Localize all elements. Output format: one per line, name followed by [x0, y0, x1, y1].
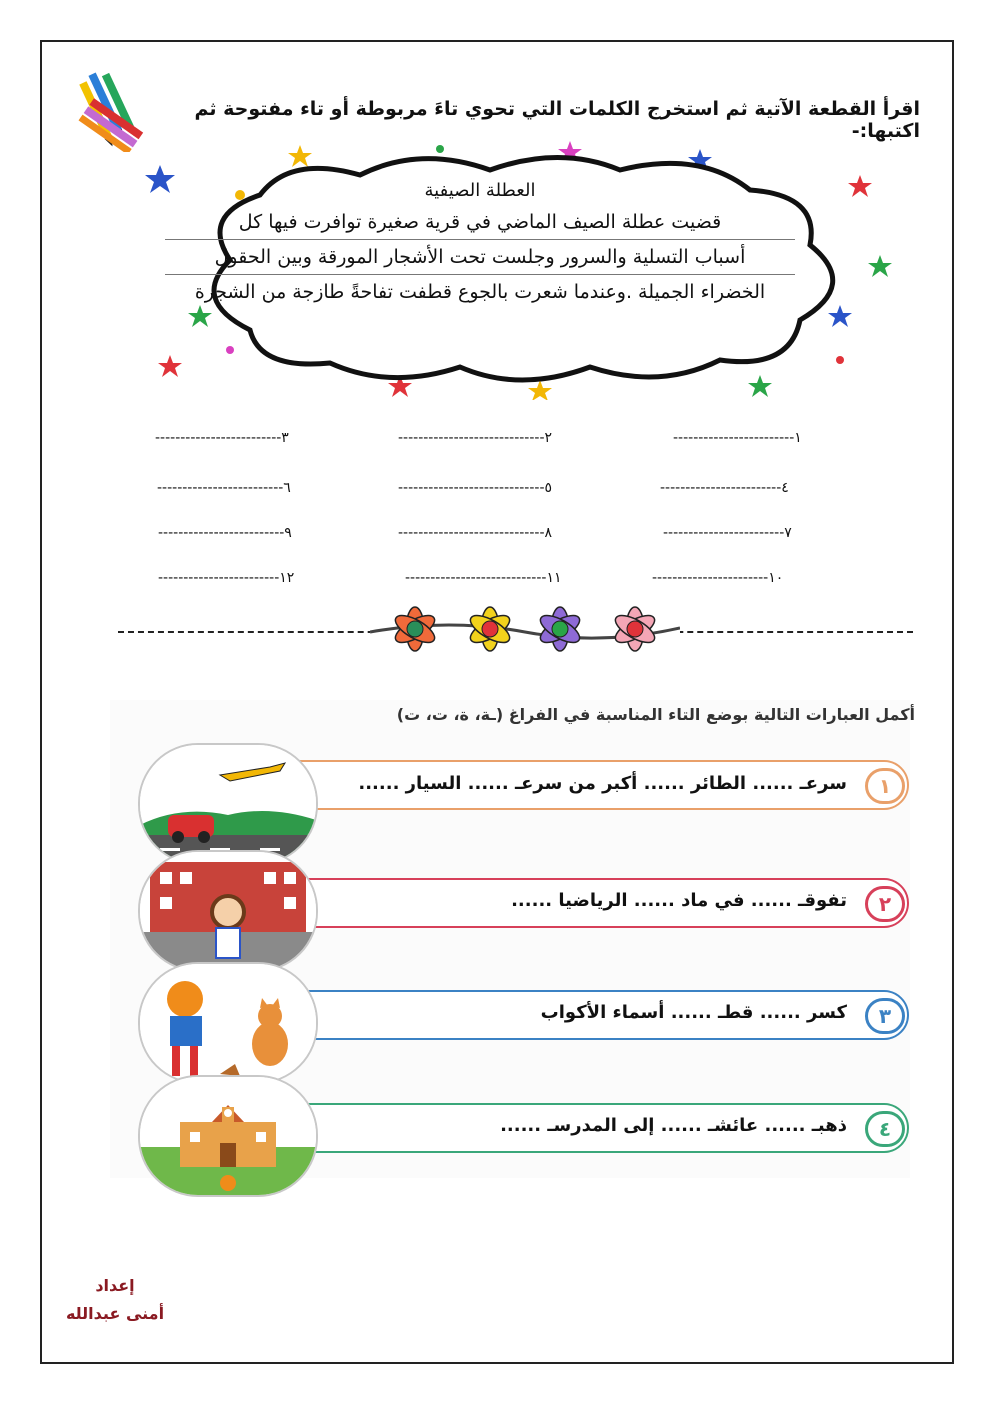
- answer-blank-4[interactable]: ٤------------------------: [660, 480, 789, 496]
- answer-blank-7[interactable]: ٧------------------------: [663, 525, 792, 541]
- cat-girl-picture: [138, 962, 318, 1084]
- item-number-4: ٤: [865, 1111, 905, 1147]
- answer-blank-9[interactable]: ٩-------------------------: [158, 525, 292, 541]
- story-line: الخضراء الجميلة .وعندما شعرت بالجوع قطفت تفاحةً طازجة من الشجرة: [194, 281, 766, 303]
- answer-blank-12[interactable]: ١٢------------------------: [158, 570, 295, 586]
- answer-blank-1[interactable]: ١------------------------: [673, 430, 802, 446]
- author-name: أمنى عبدالله: [65, 1304, 165, 1323]
- school-building-picture: [138, 1075, 318, 1197]
- exercise-sentence-4[interactable]: ذهبـ ...... عائشـ ...... إلى المدرسـ ......: [500, 1115, 847, 1136]
- answer-blank-3[interactable]: ٣-------------------------: [155, 430, 289, 446]
- item-number-3: ٣: [865, 998, 905, 1034]
- story-line: قضيت عطلة الصيف الماضي في قرية صغيرة توافرت فيها كل: [165, 205, 795, 240]
- exercise-sentence-2[interactable]: تفوقـ ...... في ماد ...... الرياضيا ......: [511, 890, 847, 911]
- answer-blank-6[interactable]: ٦-------------------------: [157, 480, 291, 496]
- flowers-icon: [370, 598, 680, 660]
- answer-blank-11[interactable]: ١١----------------------------: [405, 570, 562, 586]
- answer-blank-2[interactable]: ٢-----------------------------: [398, 430, 553, 446]
- story-title: العطلة الصيفية: [424, 180, 536, 201]
- story-text: [165, 180, 795, 309]
- author-credit: [55, 1272, 175, 1328]
- story-line: أسباب التسلية والسرور وجلست تحت الأشجار المورقة وبين الحقول: [165, 240, 795, 275]
- exercise-title: أكمل العبارات التالية بوضع التاء المناسبة في الفراغ (ـة، ة، ت، ت): [396, 705, 915, 724]
- author-label: إعداد: [95, 1276, 135, 1295]
- school-girl-picture: [138, 850, 318, 972]
- item-number-2: ٢: [865, 886, 905, 922]
- instruction-text: اقرأ القطعة الآتية ثم استخرج الكلمات التي تحوي تاءَ مربوطة أو تاء مفتوحة ثم اكتبها:-: [194, 98, 920, 142]
- exercise-sentence-1[interactable]: سرعـ ...... الطائر ...... أكبر من سرعـ ...... السيار ......: [358, 773, 847, 794]
- exercise-sentence-3[interactable]: كسر ...... قطـ ...... أسماء الأكواب: [540, 1002, 847, 1023]
- answer-blank-10[interactable]: ١٠-----------------------: [652, 570, 784, 586]
- car-plane-picture: [138, 743, 318, 865]
- item-number-1: ١: [865, 768, 905, 804]
- answer-blank-5[interactable]: ٥-----------------------------: [398, 480, 553, 496]
- answer-blank-8[interactable]: ٨-----------------------------: [398, 525, 553, 541]
